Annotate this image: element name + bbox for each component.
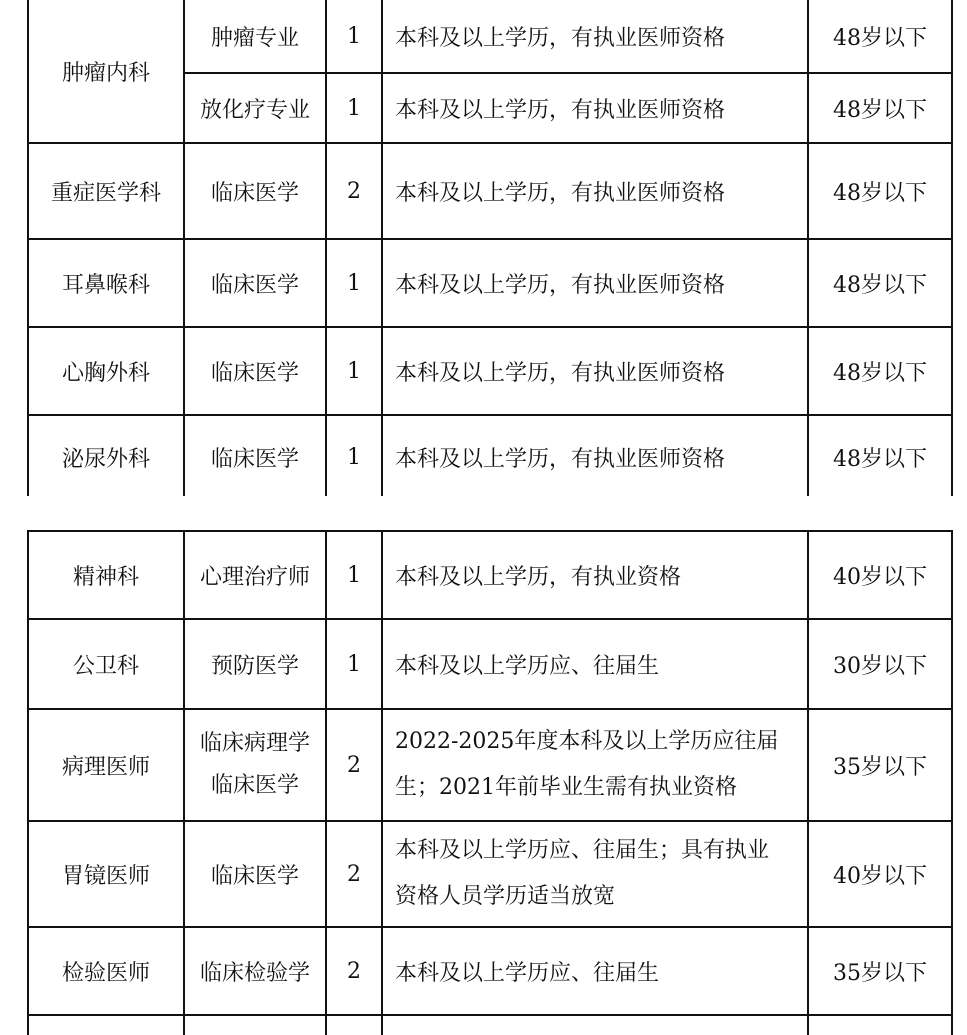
count-cell: 2: [326, 143, 382, 239]
age-cell: 48岁以下: [808, 73, 952, 143]
age-cell: 35岁以下: [808, 927, 952, 1015]
requirement-cell: [382, 821, 808, 927]
age-cell: 30岁以下: [808, 619, 952, 709]
major-cell: 临床医学: [184, 415, 326, 499]
count-cell: 2: [326, 709, 382, 821]
table-row: [28, 927, 952, 1015]
age-cell: 48岁以下: [808, 239, 952, 327]
requirement-cell: [382, 709, 808, 821]
dept-cell: 耳鼻喉科: [28, 239, 184, 327]
major-cell: [184, 1015, 326, 1035]
table-row: [28, 0, 952, 73]
requirement-line: 资格人员学历适当放宽: [395, 884, 616, 909]
table-row: [28, 327, 952, 415]
requirement-cell: 本科及以上学历，有执业医师资格: [382, 239, 808, 327]
major-cell: 临床医学: [184, 143, 326, 239]
table-row: [28, 415, 952, 499]
major-cell: 放化疗专业: [184, 73, 326, 143]
age-cell: 40岁以下: [808, 821, 952, 927]
age-cell: 35岁以下: [808, 709, 952, 821]
major-cell: 临床医学: [184, 821, 326, 927]
requirement-line: 生；2021年前毕业生需有执业资格: [395, 775, 737, 800]
age-cell: [808, 1015, 952, 1035]
recruitment-table-top: [27, 0, 953, 499]
requirement-cell: 本科及以上学历，有执业医师资格: [382, 327, 808, 415]
requirement-cell: 本科及以上学历，有执业医师资格: [382, 143, 808, 239]
major-line: 临床病理学: [199, 731, 310, 756]
dept-cell: 肿瘤内科: [28, 0, 184, 143]
major-cell: 肿瘤专业: [184, 0, 326, 73]
count-cell: 1: [326, 239, 382, 327]
major-line: 临床医学: [210, 773, 299, 798]
table-row: [28, 531, 952, 619]
requirement-line: 本科及以上学历应、往届生；具有执业: [395, 838, 770, 863]
major-cell: 临床检验学: [184, 927, 326, 1015]
dept-cell: 泌尿外科: [28, 415, 184, 499]
dept-cell: 病理医师: [28, 709, 184, 821]
recruitment-table-bottom: [27, 530, 953, 1035]
count-cell: 1: [326, 415, 382, 499]
requirement-cell: 本科及以上学历，有执业医师资格: [382, 73, 808, 143]
table-row: [28, 239, 952, 327]
page-gap: [0, 496, 967, 530]
dept-cell: 检验医师: [28, 927, 184, 1015]
major-cell: 临床医学: [184, 327, 326, 415]
major-cell: 临床医学: [184, 239, 326, 327]
requirement-cell: 本科及以上学历，有执业资格: [382, 531, 808, 619]
age-cell: 40岁以下: [808, 531, 952, 619]
table-row: [28, 821, 952, 927]
count-cell: 1: [326, 73, 382, 143]
age-cell: 48岁以下: [808, 143, 952, 239]
dept-cell: 重症医学科: [28, 143, 184, 239]
count-cell: 2: [326, 927, 382, 1015]
table-row: [28, 143, 952, 239]
count-cell: 1: [326, 0, 382, 73]
requirement-cell: 本科及以上学历，有执业医师资格: [382, 415, 808, 499]
dept-cell: 公卫科: [28, 619, 184, 709]
table-row: [28, 709, 952, 821]
requirement-cell: 本科及以上学历应、往届生: [382, 927, 808, 1015]
major-cell: [184, 709, 326, 821]
major-cell: 心理治疗师: [184, 531, 326, 619]
major-cell: 预防医学: [184, 619, 326, 709]
count-cell: 1: [326, 531, 382, 619]
dept-cell: 心胸外科: [28, 327, 184, 415]
requirement-cell: [382, 1015, 808, 1035]
table-row: [28, 619, 952, 709]
count-cell: 1: [326, 327, 382, 415]
dept-cell: 胃镜医师: [28, 821, 184, 927]
dept-cell: [28, 1015, 184, 1035]
age-cell: 48岁以下: [808, 327, 952, 415]
age-cell: 48岁以下: [808, 0, 952, 73]
requirement-line: 2022-2025年度本科及以上学历应往届: [395, 729, 779, 754]
count-cell: 2: [326, 821, 382, 927]
requirement-cell: 本科及以上学历应、往届生: [382, 619, 808, 709]
dept-cell: 精神科: [28, 531, 184, 619]
table-row: [28, 1015, 952, 1035]
count-cell: [326, 1015, 382, 1035]
count-cell: 1: [326, 619, 382, 709]
age-cell: 48岁以下: [808, 415, 952, 499]
requirement-cell: 本科及以上学历，有执业医师资格: [382, 0, 808, 73]
